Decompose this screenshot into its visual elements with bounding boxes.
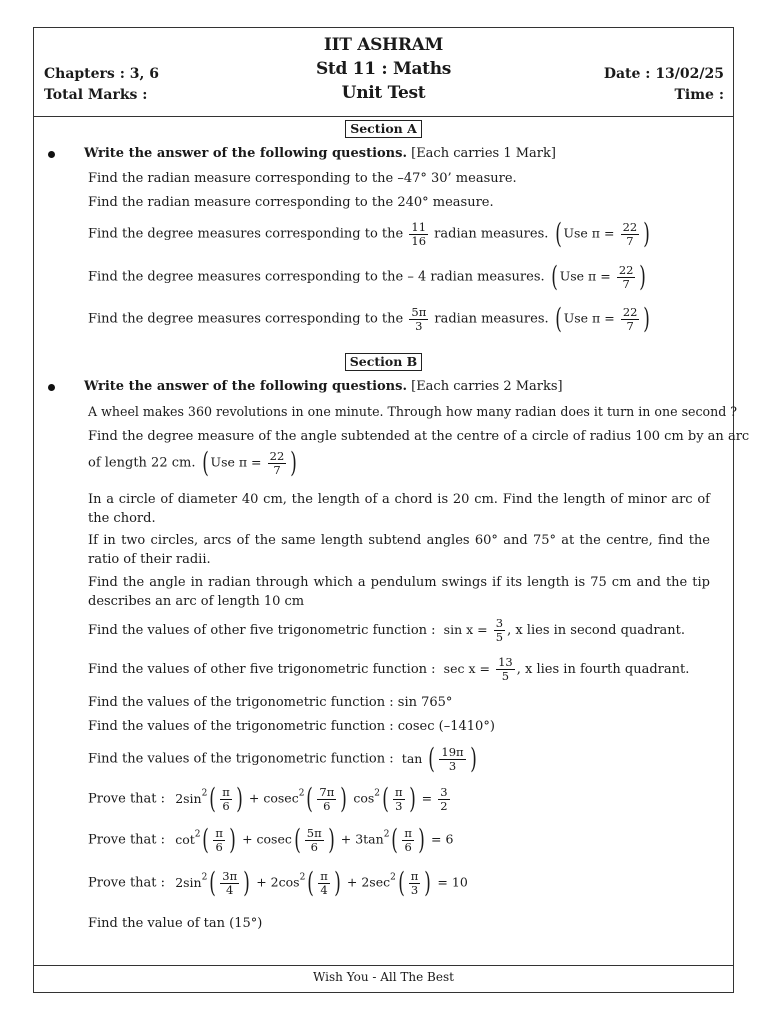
question-b12: Prove that : $\cot^2$( $\frac{\pi}{6}$ ) + cosec( $\frac{5\pi}{6}$ ) + $3\tan^2$( $\frac{\pi}{6}$ ) = 6 bbox=[88, 823, 454, 856]
institute-name: IIT ASHRAM bbox=[323, 35, 444, 55]
bullet-icon bbox=[48, 151, 55, 158]
footer-text: Wish You - All The Best bbox=[313, 970, 454, 984]
question-b10: Find the values of the trigonometric function : tan ( $\frac{19\pi}{3}$ ) bbox=[88, 742, 477, 775]
bullet-icon bbox=[48, 384, 55, 391]
section-b-heading: Section B bbox=[345, 353, 422, 371]
question-a3: Find the degree measures corresponding to the $\frac{11}{16}$ radian measures. ( Use π = $\frac{22}{7}$ ) bbox=[88, 217, 650, 250]
question-b4: If in two circles, arcs of the same length subtend angles 60° and 75° at the centre, find the ratio of their radii. bbox=[88, 533, 710, 567]
subject-title: Std 11 : Maths bbox=[315, 59, 452, 79]
date-label: Date : 13/02/25 bbox=[603, 66, 724, 82]
question-a2: Find the radian measure corresponding to the 240° measure. bbox=[88, 195, 494, 210]
question-a1: Find the radian measure corresponding to the –47° 30’ measure. bbox=[88, 171, 517, 186]
section-a-instruction: Write the answer of the following questions. [Each carries 1 Mark] bbox=[84, 146, 556, 161]
question-b8: Find the values of the trigonometric function : sin 765° bbox=[88, 695, 453, 710]
question-b3: In a circle of diameter 40 cm, the length of a chord is 20 cm. Find the length of minor arc of the chord. bbox=[88, 492, 710, 526]
question-a5: Find the degree measures corresponding to the $\frac{5\pi}{3}$ radian measures. ( Use π = $\frac{22}{7}$ ) bbox=[88, 302, 651, 335]
question-b7: Find the values of other five trigonometric function : sec x = $\frac{13}{5}$ , x lies in fourth quadrant. bbox=[88, 655, 690, 683]
question-b13: Prove that : $2\sin^2$( $\frac{3\pi}{4}$ ) + $2\cos^2$( $\frac{\pi}{4}$ ) + $2\sec^2$( $\frac{\pi}{3}$ ) = 10 bbox=[88, 866, 468, 899]
footer-divider bbox=[33, 965, 734, 966]
section-b-instruction: Write the answer of the following questions. [Each carries 2 Marks] bbox=[84, 379, 563, 394]
question-b2-line2: of length 22 cm. ( Use π = $\frac{22}{7}$ ) bbox=[88, 446, 298, 479]
header-divider bbox=[33, 116, 734, 117]
question-b1: A wheel makes 360 revolutions in one minute. Through how many radian does it turn in one second ? bbox=[88, 404, 738, 419]
question-b11: Prove that : $2\sin^2$( $\frac{\pi}{6}$ ) + cosec$^2$( $\frac{7\pi}{6}$ ) $\cos^2$( $\frac{\pi}{3}$ ) = $\frac{3}{2}$ bbox=[88, 782, 448, 815]
chapters-label: Chapters : 3, 6 bbox=[44, 66, 159, 82]
time-label: Time : bbox=[674, 87, 724, 103]
question-b14: Find the value of tan (15°) bbox=[88, 916, 263, 931]
question-b5: Find the angle in radian through which a pendulum swings if its length is 75 cm and the tip describes an arc of length 10 cm bbox=[88, 575, 710, 609]
total-marks-label: Total Marks : bbox=[44, 87, 148, 103]
question-b2-line1: Find the degree measure of the angle subtended at the centre of a circle of radius 100 cm by an arc bbox=[88, 429, 750, 444]
question-b9: Find the values of the trigonometric function : cosec (–1410°) bbox=[88, 719, 495, 734]
section-a-heading: Section A bbox=[345, 120, 422, 138]
test-title: Unit Test bbox=[341, 83, 426, 103]
question-a4: Find the degree measures corresponding to the – 4 radian measures. ( Use π = $\frac{22}{7}$ ) bbox=[88, 260, 647, 293]
question-b6: Find the values of other five trigonometric function : sin x = $\frac{3}{5}$ , x lies in second quadrant. bbox=[88, 616, 686, 644]
